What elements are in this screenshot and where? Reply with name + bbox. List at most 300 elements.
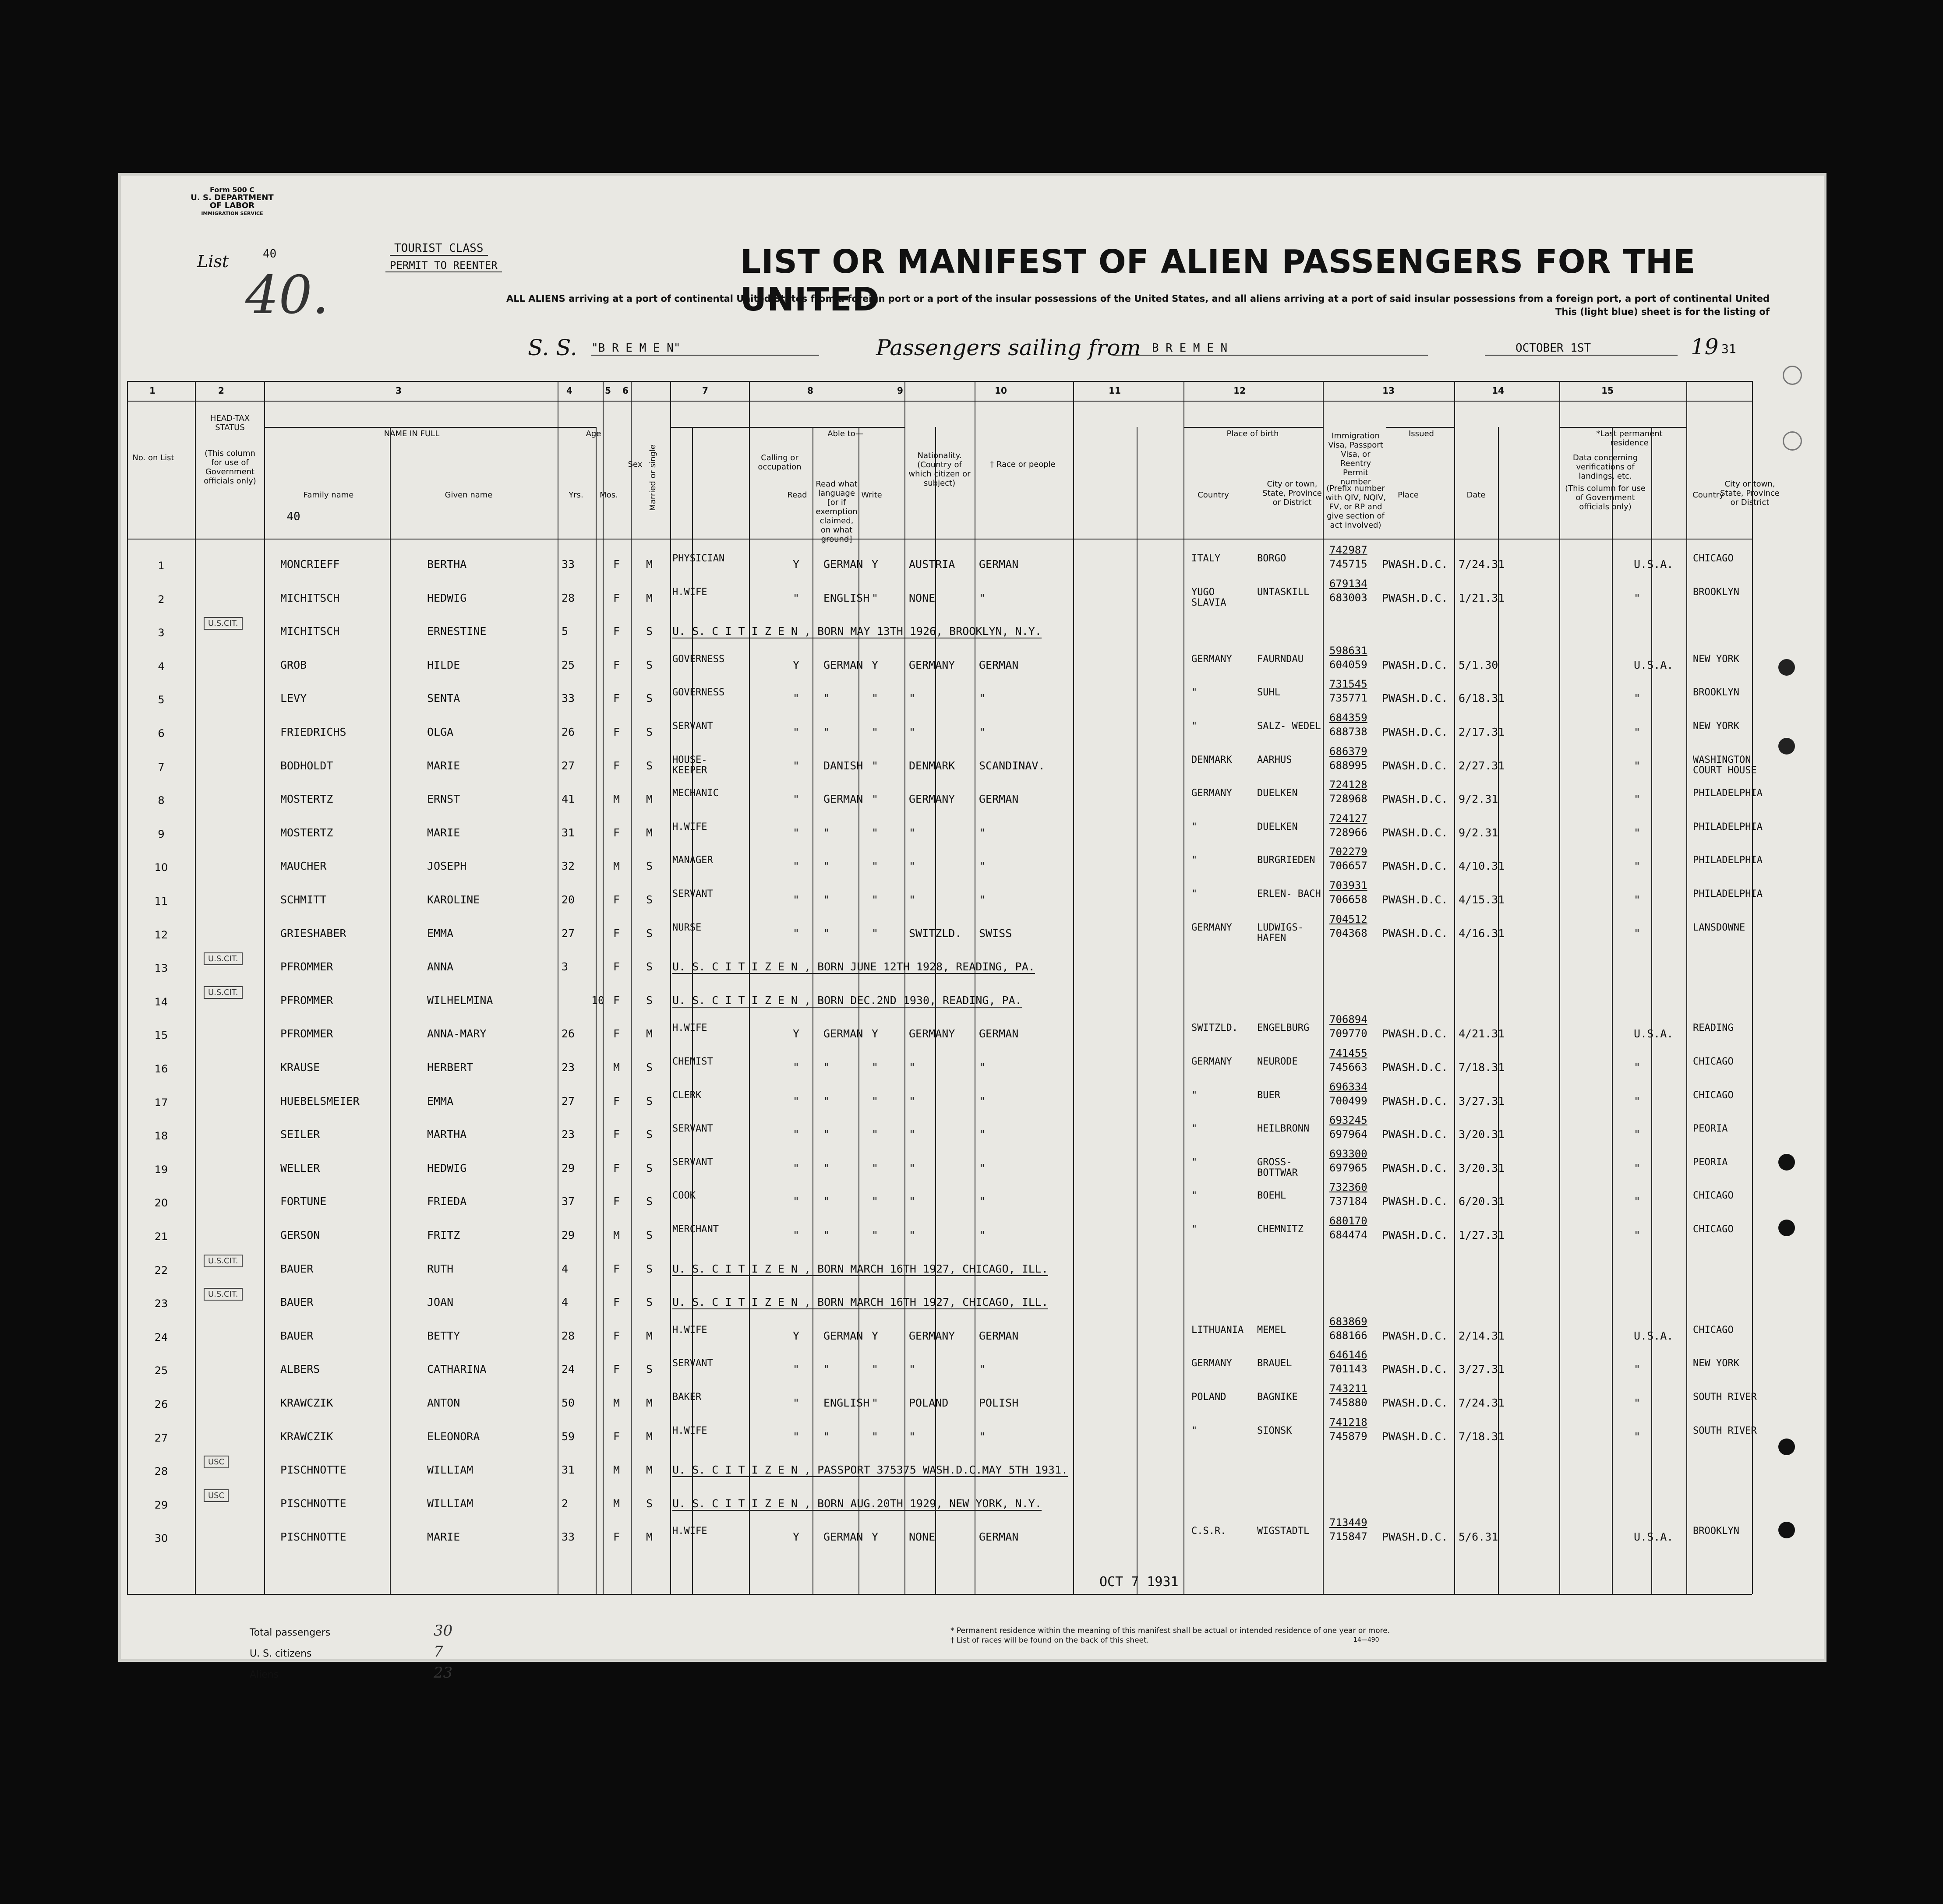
issue-date: 1/21.31	[1459, 591, 1505, 604]
family-name: PFROMMER	[280, 960, 333, 973]
visa-number: 704368	[1329, 927, 1367, 939]
occupation: HOUSE- KEEPER	[672, 754, 707, 776]
sub-column-rule	[596, 427, 597, 1594]
sex: F	[613, 960, 620, 973]
column-number: 1	[149, 385, 155, 396]
sub-column-rule	[1651, 427, 1652, 1594]
row-number: 9	[158, 828, 165, 840]
issue-place: WASH.D.C.	[1388, 1027, 1448, 1040]
sex: F	[613, 759, 620, 772]
given-name: BETTY	[427, 1329, 460, 1342]
visa-suffix: P	[1382, 893, 1389, 906]
visa-number: 728966	[1329, 826, 1367, 839]
visa-suffix: P	[1382, 860, 1389, 873]
marital-status: S	[646, 1497, 653, 1510]
read-language: "	[823, 1229, 830, 1241]
sex: F	[613, 893, 620, 906]
occupation: H.WIFE	[672, 586, 707, 598]
sex: F	[613, 826, 620, 839]
visa-number-prior: 683869	[1329, 1315, 1367, 1328]
us-citizens-value: 7	[434, 1643, 443, 1661]
visa-suffix: P	[1382, 658, 1389, 671]
marital-status: S	[646, 960, 653, 973]
can-read: "	[793, 726, 800, 738]
visa-number: 684474	[1329, 1229, 1367, 1241]
sex: M	[613, 1396, 620, 1409]
given-name: ERNST	[427, 793, 460, 806]
marital-status: M	[646, 1430, 653, 1443]
column-number: 14	[1492, 385, 1504, 396]
visa-suffix: P	[1382, 1094, 1389, 1107]
visa-number: 745880	[1329, 1396, 1367, 1409]
race: "	[979, 1094, 986, 1107]
row-number: 23	[154, 1298, 168, 1310]
birth-city: SUHL	[1257, 687, 1280, 698]
marital-status: S	[646, 1363, 653, 1376]
occupation: BAKER	[672, 1392, 702, 1403]
head-tax-stamp: USC	[204, 1456, 229, 1468]
marital-status: S	[646, 1296, 653, 1309]
birth-city: AARHUS	[1257, 754, 1292, 765]
row-number: 14	[154, 995, 168, 1008]
head-tax-stamp: U.S.CIT.	[204, 1288, 243, 1301]
marital-status: M	[646, 558, 653, 571]
can-read: "	[793, 860, 800, 873]
citizen-note: U. S. C I T I Z E N , BORN AUG.20TH 1929, NEW YORK, N.Y.	[672, 1497, 1042, 1510]
read-language: GERMAN	[823, 1530, 863, 1544]
nationality: GERMANY	[909, 658, 955, 671]
family-name: HUEBELSMEIER	[280, 1094, 360, 1107]
birth-city: SIONSK	[1257, 1425, 1292, 1436]
column-header: (This column for use of Government officials only)	[204, 449, 256, 486]
marital-status: S	[646, 1061, 653, 1074]
family-name: PFROMMER	[280, 994, 333, 1007]
given-name: EMMA	[427, 927, 454, 940]
read-language: "	[823, 893, 830, 906]
nationality: GERMANY	[909, 793, 955, 806]
can-write: "	[872, 591, 879, 604]
form-number: Form 500 C	[209, 186, 255, 194]
family-name: BAUER	[280, 1296, 314, 1309]
sex: F	[613, 1296, 620, 1309]
given-name: FRITZ	[427, 1229, 460, 1241]
year-label: 19	[1691, 334, 1719, 360]
read-language: "	[823, 1195, 830, 1208]
visa-number-prior: 696334	[1329, 1080, 1367, 1093]
issue-place: WASH.D.C.	[1388, 692, 1448, 705]
visa-number-prior: 741455	[1329, 1047, 1367, 1059]
can-read: Y	[793, 558, 800, 571]
can-write: "	[872, 1094, 879, 1107]
column-rule	[127, 381, 128, 1594]
can-write: "	[872, 793, 879, 806]
birth-city: BORGO	[1257, 553, 1286, 564]
ship-name: "B R E M E N"	[591, 342, 819, 356]
occupation: H.WIFE	[672, 1023, 707, 1034]
visa-number-prior: 680170	[1329, 1215, 1367, 1227]
row-number: 3	[158, 627, 165, 639]
age-years: 59	[562, 1430, 575, 1443]
residence-city: BROOKLYN	[1693, 586, 1739, 598]
totals-values	[434, 1620, 452, 1683]
can-read: "	[793, 1363, 800, 1376]
table-rule	[127, 381, 1752, 382]
age-years: 41	[562, 793, 575, 806]
family-name: BODHOLDT	[280, 759, 333, 772]
occupation: CHEMIST	[672, 1056, 713, 1067]
marital-status: M	[646, 1027, 653, 1040]
can-write: "	[872, 1229, 879, 1241]
total-passengers-value: 30	[434, 1622, 453, 1640]
residence-country: U.S.A.	[1634, 658, 1674, 671]
can-write: "	[872, 826, 879, 839]
visa-number-prior: 679134	[1329, 577, 1367, 590]
sailing-label: Passengers sailing from	[876, 335, 1141, 360]
sub-column-rule	[692, 427, 693, 1594]
marital-status: S	[646, 692, 653, 705]
read-language: "	[823, 1430, 830, 1443]
column-number: 6	[622, 385, 629, 396]
issue-date: 9/2.31	[1459, 793, 1498, 806]
column-header: Yrs.	[569, 490, 583, 500]
row-number: 6	[158, 727, 165, 740]
column-header: † Race or people	[990, 460, 1056, 469]
age-years: 31	[562, 1463, 575, 1477]
given-name: FRIEDA	[427, 1195, 467, 1208]
read-language: "	[823, 1128, 830, 1141]
row-number: 12	[154, 928, 168, 941]
given-name: ANNA	[427, 960, 454, 973]
subtitle-1: ALL ALIENS arriving at a port of continental United States from a foreign port or a port of the insular possessions of the United States, and all aliens arriving at a port of said insular possessions from a foreign port, a port of continental United	[506, 293, 1770, 304]
residence-country: "	[1634, 1229, 1641, 1241]
residence-city: NEW YORK	[1693, 1358, 1739, 1369]
given-name: CATHARINA	[427, 1363, 487, 1376]
head-tax-stamp: U.S.CIT.	[204, 1255, 243, 1267]
can-read: "	[793, 1396, 800, 1409]
family-name: SCHMITT	[280, 893, 327, 906]
column-header: Mos.	[600, 490, 618, 500]
binder-hole-icon	[1778, 1522, 1795, 1538]
family-name: MAUCHER	[280, 860, 327, 873]
row-number: 18	[154, 1130, 168, 1142]
visa-number-prior: 713449	[1329, 1516, 1367, 1529]
race: "	[979, 591, 986, 604]
can-write: "	[872, 893, 879, 906]
sex: M	[613, 1463, 620, 1477]
visa-number: 728968	[1329, 793, 1367, 805]
citizen-note: U. S. C I T I Z E N , PASSPORT 375375 WASH.D.C.MAY 5TH 1931.	[672, 1463, 1068, 1477]
binder-hole-icon	[1778, 738, 1795, 755]
residence-city: SOUTH RIVER	[1693, 1425, 1757, 1436]
read-language: "	[823, 1363, 830, 1376]
age-years: 25	[562, 658, 575, 671]
issue-date: 3/27.31	[1459, 1363, 1505, 1376]
row-number: 19	[154, 1163, 168, 1176]
issue-place: WASH.D.C.	[1388, 1363, 1448, 1376]
given-name: ANTON	[427, 1396, 460, 1409]
read-language: GERMAN	[823, 658, 863, 671]
page-title: LIST OR MANIFEST OF ALIEN PASSENGERS FOR THE UNITED	[740, 243, 1696, 318]
visa-suffix: P	[1382, 692, 1389, 705]
visa-suffix: P	[1382, 1027, 1389, 1040]
nationality: GERMANY	[909, 1027, 955, 1040]
family-name: PISCHNOTTE	[280, 1530, 346, 1544]
age-years: 2	[562, 1497, 569, 1510]
totals-labels	[250, 1622, 330, 1685]
residence-city: CHICAGO	[1693, 553, 1734, 564]
binder-hole-icon	[1778, 1439, 1795, 1455]
marital-status: S	[646, 726, 653, 738]
age-years: 5	[562, 625, 569, 638]
nationality: "	[909, 726, 916, 738]
column-number: 12	[1233, 385, 1246, 396]
issue-place: WASH.D.C.	[1388, 726, 1448, 738]
birth-country: GERMANY	[1191, 653, 1232, 665]
sex: F	[613, 1430, 620, 1443]
visa-number: 697965	[1329, 1161, 1367, 1174]
age-years: 3	[562, 960, 569, 973]
list-label: List	[197, 252, 229, 271]
residence-country: "	[1634, 1363, 1641, 1376]
issue-place: WASH.D.C.	[1388, 826, 1448, 839]
can-write: "	[872, 1161, 879, 1174]
birth-country: POLAND	[1191, 1392, 1226, 1403]
head-tax-stamp: U.S.CIT.	[204, 952, 243, 965]
sub-header-rule	[264, 427, 558, 428]
sex: F	[613, 726, 620, 738]
column-header: Able to—	[827, 429, 863, 438]
family-name: KRAWCZIK	[280, 1430, 333, 1443]
residence-country: U.S.A.	[1634, 558, 1674, 571]
marital-status: S	[646, 1229, 653, 1241]
issue-place: WASH.D.C.	[1388, 927, 1448, 940]
given-name: ERNESTINE	[427, 625, 487, 638]
table-rule	[127, 1594, 1752, 1595]
class-line-1: TOURIST CLASS	[390, 242, 488, 256]
row-number: 22	[154, 1264, 168, 1276]
table-rule	[127, 401, 1752, 402]
marital-status: S	[646, 927, 653, 940]
column-rule	[749, 381, 750, 1594]
can-read: "	[793, 759, 800, 772]
aliens-value: 23	[434, 1664, 453, 1682]
occupation: MANAGER	[672, 855, 713, 866]
birth-city: WIGSTADTL	[1257, 1526, 1310, 1537]
column-header: City or town, State, Province or District	[1720, 480, 1780, 507]
birth-country: "	[1191, 721, 1198, 732]
sub-column-rule	[1137, 427, 1138, 1594]
nationality: "	[909, 1061, 916, 1074]
birth-city: SALZ- WEDEL	[1257, 721, 1321, 732]
row-number: 8	[158, 794, 165, 807]
visa-number-prior: 704512	[1329, 913, 1367, 925]
residence-country: "	[1634, 1195, 1641, 1208]
column-header: Family name	[303, 490, 354, 500]
issue-date: 4/10.31	[1459, 860, 1505, 873]
year-suffix: 31	[1721, 342, 1736, 356]
visa-number-prior: 646146	[1329, 1349, 1367, 1361]
residence-city: PHILADELPHIA	[1693, 821, 1763, 832]
occupation: SERVANT	[672, 1157, 713, 1168]
birth-country: "	[1191, 687, 1198, 698]
visa-number: 683003	[1329, 591, 1367, 604]
column-rule	[904, 381, 905, 1594]
received-stamp: OCT 7 1931	[1099, 1574, 1179, 1590]
family-name: GROB	[280, 658, 307, 671]
birth-country: "	[1191, 1157, 1198, 1168]
birth-city: BAGNIKE	[1257, 1392, 1298, 1403]
can-write: "	[872, 1396, 879, 1409]
residence-city: PHILADELPHIA	[1693, 889, 1763, 899]
birth-country: ITALY	[1191, 553, 1221, 564]
column-rule	[195, 381, 196, 1594]
residence-country: "	[1634, 1094, 1641, 1107]
race: "	[979, 726, 986, 738]
visa-suffix: P	[1382, 1229, 1389, 1241]
sex: F	[613, 1161, 620, 1174]
column-header: Place	[1398, 490, 1419, 500]
sub-header-rule	[558, 427, 596, 428]
residence-country: "	[1634, 1430, 1641, 1443]
footnotes	[950, 1626, 1390, 1645]
family-name: SEILER	[280, 1128, 320, 1141]
race: GERMAN	[979, 1027, 1019, 1040]
birth-country: GERMANY	[1191, 1056, 1232, 1067]
us-citizens-label: U. S. citizens	[250, 1648, 312, 1659]
visa-number: 745715	[1329, 558, 1367, 570]
visa-number-prior: 693245	[1329, 1114, 1367, 1127]
issue-date: 4/15.31	[1459, 893, 1505, 906]
can-read: "	[793, 1161, 800, 1174]
issue-date: 7/24.31	[1459, 1396, 1505, 1409]
nationality: "	[909, 692, 916, 705]
can-write: "	[872, 927, 879, 940]
nationality: DENMARK	[909, 759, 955, 772]
can-read: "	[793, 1195, 800, 1208]
sex: F	[613, 994, 620, 1007]
departure-port: B R E M E N	[1113, 342, 1428, 356]
given-name: WILHELMINA	[427, 994, 493, 1007]
age-years: 27	[562, 927, 575, 940]
residence-country: "	[1634, 726, 1641, 738]
residence-country: U.S.A.	[1634, 1027, 1674, 1040]
age-years: 32	[562, 860, 575, 873]
column-header: Write	[861, 490, 882, 500]
age-years: 28	[562, 591, 575, 604]
can-write: "	[872, 726, 879, 738]
read-language: GERMAN	[823, 793, 863, 806]
occupation: H.WIFE	[672, 821, 707, 832]
read-language: "	[823, 1161, 830, 1174]
occupation: SERVANT	[672, 1123, 713, 1135]
subtitle-2: This (light blue) sheet is for the listing of	[1555, 307, 1770, 317]
issue-place: WASH.D.C.	[1388, 1530, 1448, 1544]
marital-status: S	[646, 1128, 653, 1141]
family-name: LEVY	[280, 692, 307, 705]
column-header: Date	[1466, 490, 1486, 500]
birth-country: YUGO SLAVIA	[1191, 586, 1226, 608]
read-language: "	[823, 726, 830, 738]
list-number-handwritten: 40.	[245, 265, 329, 326]
issue-date: 1/27.31	[1459, 1229, 1505, 1241]
given-name: MARTHA	[427, 1128, 467, 1141]
column-number: 13	[1382, 385, 1395, 396]
can-read: "	[793, 692, 800, 705]
manifest-sheet	[118, 173, 1826, 1682]
given-name: HERBERT	[427, 1061, 473, 1074]
column-number: 7	[702, 385, 708, 396]
can-read: Y	[793, 658, 800, 671]
given-name: ANNA-MARY	[427, 1027, 487, 1040]
can-write: "	[872, 1430, 879, 1443]
nationality: "	[909, 1094, 916, 1107]
class-line-2: PERMIT TO REENTER	[385, 259, 502, 272]
residence-city: PHILADELPHIA	[1693, 788, 1763, 799]
row-number: 13	[154, 962, 168, 975]
residence-country: "	[1634, 759, 1641, 772]
column-header: Calling or occupation	[758, 453, 802, 472]
sex: M	[613, 1229, 620, 1241]
issue-date: 7/18.31	[1459, 1430, 1505, 1443]
total-passengers-label: Total passengers	[250, 1627, 331, 1638]
age-years: 37	[562, 1195, 575, 1208]
binder-hole-icon	[1783, 431, 1802, 451]
can-write: Y	[872, 1329, 879, 1342]
sub-column-rule	[390, 427, 391, 1594]
visa-number: 697964	[1329, 1128, 1367, 1141]
marital-status: S	[646, 860, 653, 873]
residence-country: "	[1634, 893, 1641, 906]
residence-city: WASHINGTON COURT HOUSE	[1693, 754, 1757, 776]
birth-city: BOEHL	[1257, 1190, 1286, 1202]
sex: M	[613, 860, 620, 873]
marital-status: S	[646, 1195, 653, 1208]
column-number: 5	[605, 385, 611, 396]
residence-country: "	[1634, 1061, 1641, 1074]
column-header: Country	[1692, 490, 1724, 500]
row-number: 15	[154, 1029, 168, 1042]
birth-country: C.S.R.	[1191, 1526, 1226, 1537]
nationality: SWITZLD.	[909, 927, 962, 940]
given-name: OLGA	[427, 726, 454, 738]
visa-number: 735771	[1329, 692, 1367, 705]
birth-country: DENMARK	[1191, 754, 1232, 765]
column-header: Immigration Visa, Passport Visa, or Reentry Permit number	[1328, 431, 1383, 487]
column-number: 11	[1109, 385, 1121, 396]
nationality: "	[909, 893, 916, 906]
occupation: MERCHANT	[672, 1224, 719, 1235]
residence-city: CHICAGO	[1693, 1056, 1734, 1067]
marital-status: S	[646, 759, 653, 772]
nationality: GERMANY	[909, 1329, 955, 1342]
family-name: PISCHNOTTE	[280, 1463, 346, 1477]
birth-city: CHEMNITZ	[1257, 1224, 1304, 1235]
issue-place: WASH.D.C.	[1388, 1161, 1448, 1174]
visa-suffix: P	[1382, 1396, 1389, 1409]
race: "	[979, 1195, 986, 1208]
nationality: "	[909, 1161, 916, 1174]
residence-city: LANSDOWNE	[1693, 922, 1745, 933]
column-header: Read what language [or if exemption claimed, on what ground]	[816, 480, 858, 544]
visa-suffix: P	[1382, 726, 1389, 738]
citizen-note: U. S. C I T I Z E N , BORN MARCH 16TH 1927, CHICAGO, ILL.	[672, 1262, 1048, 1275]
sex: F	[613, 625, 620, 638]
birth-city: FAURNDAU	[1257, 653, 1304, 665]
age-years: 33	[562, 558, 575, 571]
row-number: 20	[154, 1197, 168, 1209]
column-rule	[631, 381, 632, 1594]
column-rule	[1323, 381, 1324, 1594]
